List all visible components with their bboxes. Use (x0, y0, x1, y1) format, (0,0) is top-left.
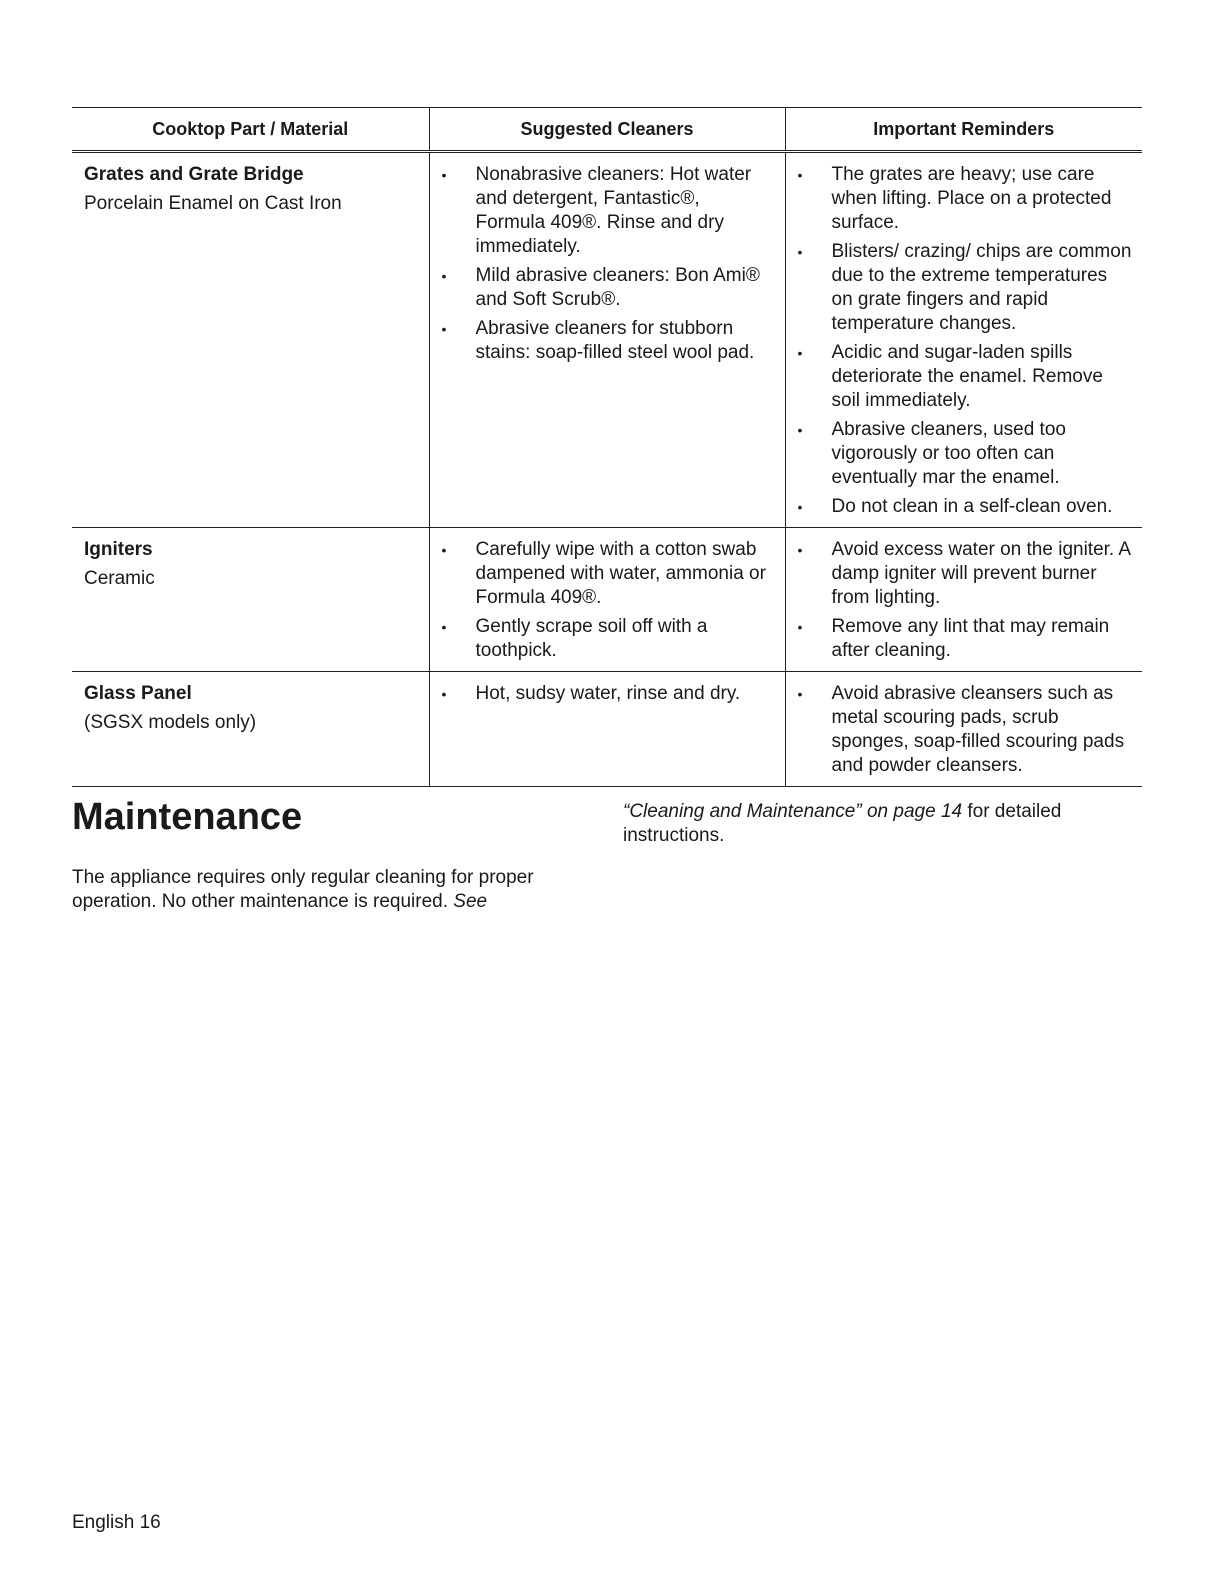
list-item: • Gently scrape soil off with a toothpick. (442, 615, 775, 663)
cleaners-cell (429, 528, 785, 672)
list-item: • Carefully wipe with a cotton swab dampened with water, ammonia or Formula 409®. (442, 538, 775, 610)
reminders-cell (785, 152, 1142, 528)
list-item: • Abrasive cleaners, used too vigorously or too often can eventually mar the enamel. (798, 418, 1133, 490)
table-row (72, 672, 1142, 787)
cleaners-list (442, 538, 775, 663)
section-heading: Maintenance (72, 796, 303, 838)
maintenance-body (72, 866, 572, 914)
column-header-cleaners: Suggested Cleaners (429, 108, 785, 152)
list-item: • Abrasive cleaners for stubborn stains: soap-filled steel wool pad. (442, 317, 775, 365)
list-item: • Do not clean in a self-clean oven. (798, 495, 1133, 519)
list-item: • Avoid abrasive cleansers such as metal scouring pads, scrub sponges, soap-filled scouring pads and powder cleansers. (798, 682, 1133, 778)
list-item: • Mild abrasive cleaners: Bon Ami® and Soft Scrub®. (442, 264, 775, 312)
list-item: • Acidic and sugar-laden spills deteriorate the enamel. Remove soil immediately. (798, 341, 1133, 413)
table-row (72, 528, 1142, 672)
part-material: (SGSX models only) (84, 712, 257, 733)
see-label: See (453, 891, 488, 912)
list-item: • Remove any lint that may remain after cleaning. (798, 615, 1133, 663)
table-row (72, 152, 1142, 528)
part-name: Grates and Grate Bridge (84, 164, 304, 185)
cleaners-list (442, 163, 775, 365)
column-header-part: Cooktop Part / Material (72, 108, 429, 152)
cleaners-list (442, 682, 775, 706)
part-cell (72, 152, 429, 528)
maintenance-reference (623, 800, 1123, 848)
maintenance-body-text: The appliance requires only regular cleaning for proper operation. No other maintenance is required. (72, 867, 534, 912)
cleaners-cell (429, 672, 785, 787)
part-material: Porcelain Enamel on Cast Iron (84, 193, 342, 214)
list-item: • The grates are heavy; use care when lifting. Place on a protected surface. (798, 163, 1133, 235)
cleaners-cell (429, 152, 785, 528)
reminders-list (798, 682, 1133, 778)
reminders-list (798, 163, 1133, 519)
list-item: • Avoid excess water on the igniter. A damp igniter will prevent burner from lighting. (798, 538, 1133, 610)
reminders-list (798, 538, 1133, 663)
cleaning-table (72, 107, 1142, 787)
part-material: Ceramic (84, 568, 155, 589)
cross-reference-link[interactable]: “Cleaning and Maintenance” on page 14 (623, 801, 963, 822)
list-item: • Blisters/ crazing/ chips are common due to the extreme temperatures on grate fingers and rapid temperature changes. (798, 240, 1133, 336)
list-item: • Nonabrasive cleaners: Hot water and detergent, Fantastic®, Formula 409®. Rinse and dry immediately. (442, 163, 775, 259)
part-cell (72, 528, 429, 672)
list-item: • Hot, sudsy water, rinse and dry. (442, 682, 775, 706)
part-name: Igniters (84, 539, 153, 560)
page-footer: English 16 (72, 1512, 161, 1533)
table-header-row (72, 108, 1142, 152)
part-name: Glass Panel (84, 683, 192, 704)
reminders-cell (785, 672, 1142, 787)
column-header-reminders: Important Reminders (785, 108, 1142, 152)
part-cell (72, 672, 429, 787)
reminders-cell (785, 528, 1142, 672)
reference-suffix: for detailed instructions. (623, 801, 1062, 846)
